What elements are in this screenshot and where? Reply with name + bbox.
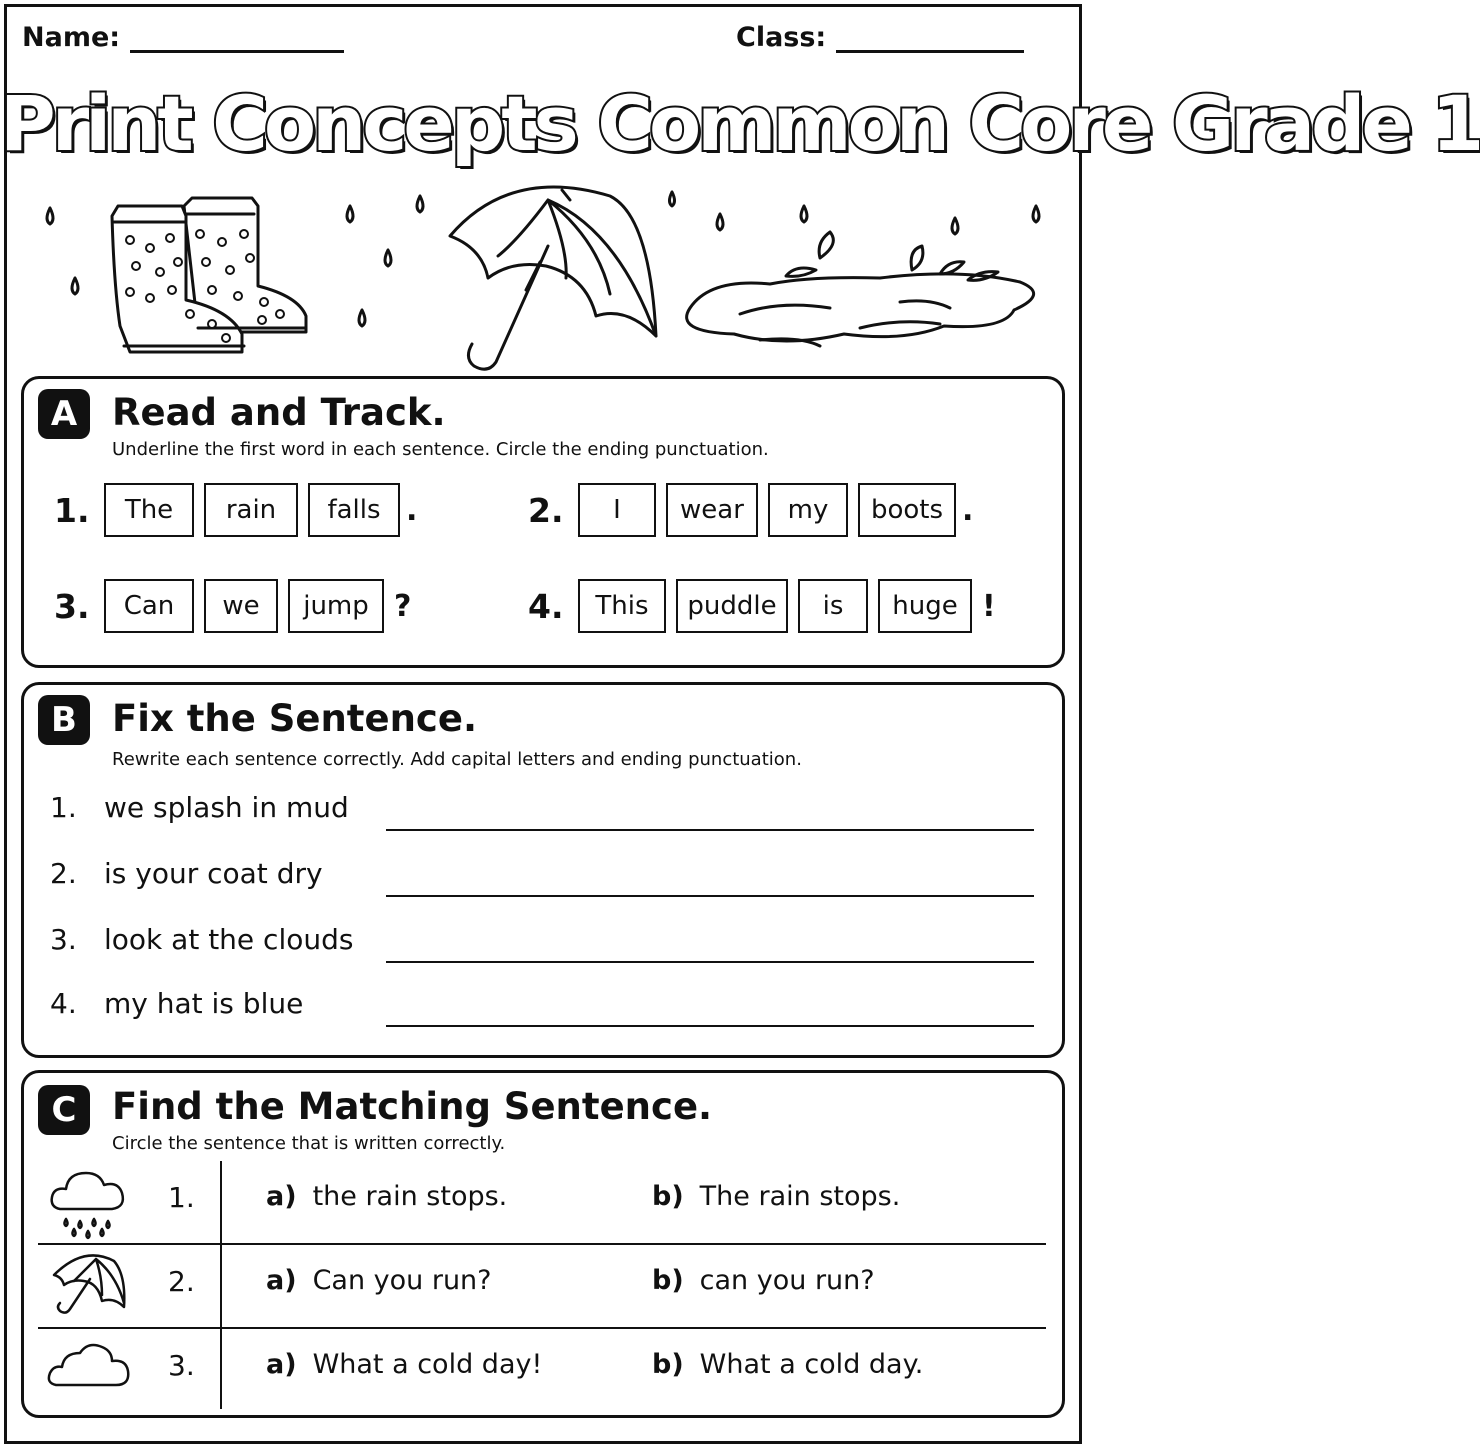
option-label: b)	[652, 1181, 684, 1212]
word-box[interactable]: rain	[204, 483, 298, 537]
option-text: What a cold day.	[699, 1349, 924, 1380]
word-box[interactable]: Can	[104, 579, 194, 633]
option-text: The rain stops.	[699, 1181, 901, 1212]
option-a[interactable]	[266, 1349, 542, 1380]
ending-punctuation[interactable]: .	[406, 492, 418, 528]
c-item-2	[38, 1245, 1046, 1329]
ending-punctuation[interactable]: !	[982, 588, 996, 624]
b-item-1	[50, 791, 1036, 837]
name-blank-line[interactable]	[130, 27, 344, 53]
answer-line[interactable]	[386, 961, 1034, 963]
word-box[interactable]: we	[204, 579, 278, 633]
b-item-number: 1.	[50, 791, 77, 824]
section-a-instruction: Underline the first word in each sentence. Circle the ending punctuation.	[112, 439, 769, 460]
option-text: What a cold day!	[312, 1349, 543, 1380]
name-field	[22, 22, 344, 53]
word-box[interactable]: falls	[308, 483, 400, 537]
section-b	[21, 682, 1065, 1058]
rain-illustration	[0, 178, 1086, 368]
c-item-1	[38, 1161, 1046, 1245]
answer-line[interactable]	[386, 1025, 1034, 1027]
section-c-title: Find the Matching Sentence.	[112, 1085, 713, 1128]
word-box[interactable]: puddle	[676, 579, 788, 633]
option-a[interactable]	[266, 1265, 492, 1296]
answer-line[interactable]	[386, 895, 1034, 897]
b-item-2	[50, 857, 1036, 903]
b-item-sentence: is your coat dry	[104, 857, 323, 890]
page-title: Print Concepts Common Core Grade 1	[0, 79, 1480, 168]
word-box[interactable]: I	[578, 483, 656, 537]
option-text: Can you run?	[312, 1265, 492, 1296]
section-c-instruction: Circle the sentence that is written correctly.	[112, 1133, 506, 1154]
c-item-3	[38, 1329, 1046, 1413]
option-label: a)	[266, 1181, 297, 1212]
word-box[interactable]: The	[104, 483, 194, 537]
a-item-1	[54, 483, 417, 537]
umbrella-icon	[450, 187, 656, 369]
rain-cloud-icon	[46, 1165, 130, 1239]
class-field	[736, 22, 1024, 53]
option-text: the rain stops.	[312, 1181, 508, 1212]
option-label: b)	[652, 1265, 684, 1296]
c-item-number: 3.	[168, 1349, 195, 1382]
section-c-badge: C	[38, 1085, 90, 1135]
ending-punctuation[interactable]: ?	[394, 588, 412, 624]
class-label: Class:	[736, 22, 827, 53]
word-box[interactable]: is	[798, 579, 868, 633]
rain-boots-icon	[112, 198, 306, 352]
b-item-number: 4.	[50, 987, 77, 1020]
section-a-title: Read and Track.	[112, 391, 446, 434]
option-b[interactable]	[652, 1265, 875, 1296]
a-item-2	[528, 483, 973, 537]
section-b-instruction: Rewrite each sentence correctly. Add capital letters and ending punctuation.	[112, 749, 802, 770]
section-c	[21, 1070, 1065, 1418]
ending-punctuation[interactable]: .	[962, 492, 974, 528]
a-item-number: 2.	[528, 490, 564, 530]
b-item-sentence: we splash in mud	[104, 791, 349, 824]
option-label: a)	[266, 1265, 297, 1296]
word-box[interactable]: huge	[878, 579, 972, 633]
puddle-icon	[687, 232, 1034, 346]
section-b-title: Fix the Sentence.	[112, 697, 477, 740]
a-item-4	[528, 579, 996, 633]
word-box[interactable]: wear	[666, 483, 758, 537]
option-a[interactable]	[266, 1181, 507, 1212]
word-box[interactable]: my	[768, 483, 848, 537]
word-box[interactable]: jump	[288, 579, 384, 633]
a-item-number: 1.	[54, 490, 90, 530]
cloud-icon	[46, 1333, 130, 1407]
b-item-number: 3.	[50, 923, 77, 956]
b-item-3	[50, 923, 1036, 969]
word-box[interactable]: boots	[858, 483, 956, 537]
word-box[interactable]: This	[578, 579, 666, 633]
umbrella-icon	[46, 1249, 130, 1323]
b-item-sentence: my hat is blue	[104, 987, 304, 1020]
section-b-badge: B	[38, 695, 90, 745]
a-item-3	[54, 579, 411, 633]
b-item-sentence: look at the clouds	[104, 923, 354, 956]
class-blank-line[interactable]	[836, 27, 1024, 53]
a-item-number: 3.	[54, 586, 90, 626]
option-label: a)	[266, 1349, 297, 1380]
option-label: b)	[652, 1349, 684, 1380]
option-text: can you run?	[699, 1265, 875, 1296]
name-label: Name:	[22, 22, 121, 53]
c-item-number: 1.	[168, 1181, 195, 1214]
option-b[interactable]	[652, 1181, 900, 1212]
option-b[interactable]	[652, 1349, 923, 1380]
section-a	[21, 376, 1065, 668]
b-item-4	[50, 987, 1036, 1033]
answer-line[interactable]	[386, 829, 1034, 831]
a-item-number: 4.	[528, 586, 564, 626]
c-item-number: 2.	[168, 1265, 195, 1298]
b-item-number: 2.	[50, 857, 77, 890]
section-a-badge: A	[38, 389, 90, 439]
